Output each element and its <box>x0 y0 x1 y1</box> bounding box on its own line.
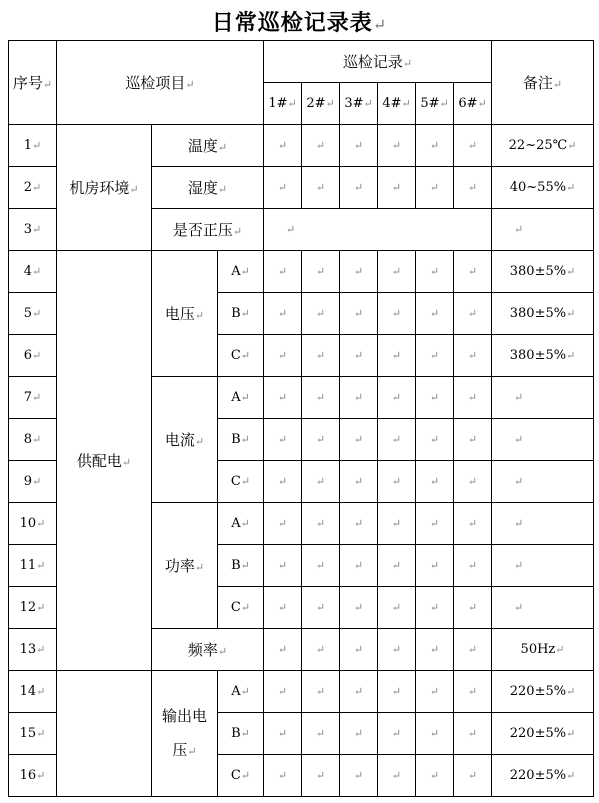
record-cell[interactable]: ↵ <box>302 755 340 797</box>
record-cell[interactable]: ↵ <box>264 503 302 545</box>
row-seq: 2↵ <box>9 167 57 209</box>
slot-header: 5#↵ <box>416 83 454 125</box>
header-remark: 备注↵ <box>492 41 594 125</box>
record-cell[interactable]: ↵ <box>302 377 340 419</box>
record-cell[interactable]: ↵ <box>302 545 340 587</box>
record-cell[interactable]: ↵ <box>264 377 302 419</box>
phase-label: C↵ <box>218 461 264 503</box>
phase-label: A↵ <box>218 251 264 293</box>
group-room: 机房环境↵ <box>57 125 152 251</box>
record-cell[interactable]: ↵ <box>340 503 378 545</box>
record-cell[interactable]: ↵ <box>416 755 454 797</box>
record-cell[interactable]: ↵ <box>454 167 492 209</box>
row-seq: 5↵ <box>9 293 57 335</box>
record-cell[interactable]: ↵ <box>264 167 302 209</box>
record-cell[interactable]: ↵ <box>302 629 340 671</box>
record-cell[interactable]: ↵ <box>378 755 416 797</box>
record-cell[interactable]: ↵ <box>378 671 416 713</box>
record-cell[interactable]: ↵ <box>302 293 340 335</box>
record-cell[interactable]: ↵ <box>416 293 454 335</box>
record-cell[interactable]: ↵ <box>264 293 302 335</box>
record-cell[interactable]: ↵ <box>454 125 492 167</box>
record-cell[interactable]: ↵ <box>302 251 340 293</box>
row-seq: 6↵ <box>9 335 57 377</box>
group-blank <box>57 671 152 797</box>
subgroup-voltage: 电压↵ <box>152 251 218 377</box>
phase-label: A↵ <box>218 377 264 419</box>
record-cell[interactable]: ↵ <box>454 293 492 335</box>
inspection-table <box>8 40 594 797</box>
remark-cell: 220±5%↵ <box>492 671 594 713</box>
record-cell[interactable]: ↵ <box>340 671 378 713</box>
record-cell[interactable]: ↵ <box>454 503 492 545</box>
record-cell[interactable]: ↵ <box>454 671 492 713</box>
record-cell[interactable]: ↵ <box>264 461 302 503</box>
record-cell[interactable]: ↵ <box>378 461 416 503</box>
phase-label: A↵ <box>218 503 264 545</box>
phase-label: B↵ <box>218 419 264 461</box>
page-title <box>0 6 599 37</box>
row-seq: 16↵ <box>9 755 57 797</box>
phase-label: C↵ <box>218 335 264 377</box>
record-cell[interactable]: ↵ <box>264 251 302 293</box>
record-cell[interactable]: ↵ <box>416 167 454 209</box>
record-cell[interactable]: ↵ <box>340 125 378 167</box>
record-cell[interactable]: ↵ <box>416 713 454 755</box>
record-cell[interactable]: ↵ <box>416 587 454 629</box>
record-cell[interactable]: ↵ <box>340 293 378 335</box>
record-cell[interactable]: ↵ <box>264 671 302 713</box>
record-cell[interactable]: ↵ <box>378 293 416 335</box>
record-cell[interactable]: ↵ <box>378 503 416 545</box>
record-cell[interactable]: ↵ <box>454 755 492 797</box>
slot-header: 1#↵ <box>264 83 302 125</box>
record-cell[interactable]: ↵ <box>416 503 454 545</box>
record-cell[interactable]: ↵ <box>416 461 454 503</box>
remark-cell: ↵ <box>492 209 594 251</box>
record-cell[interactable]: ↵ <box>378 587 416 629</box>
subgroup-power: 功率↵ <box>152 503 218 629</box>
record-cell[interactable]: ↵ <box>302 503 340 545</box>
record-cell[interactable]: ↵ <box>340 545 378 587</box>
subgroup-current: 电流↵ <box>152 377 218 503</box>
header-seq: 序号↵ <box>9 41 57 125</box>
record-cell[interactable]: ↵ <box>378 251 416 293</box>
record-cell[interactable]: ↵ <box>302 587 340 629</box>
record-cell[interactable]: ↵ <box>302 713 340 755</box>
row-seq: 15↵ <box>9 713 57 755</box>
remark-cell: ↵ <box>492 419 594 461</box>
remark-cell: 380±5%↵ <box>492 293 594 335</box>
record-cell[interactable]: ↵ <box>340 713 378 755</box>
remark-cell: 380±5%↵ <box>492 251 594 293</box>
record-cell[interactable]: ↵ <box>264 125 302 167</box>
record-cell[interactable]: ↵ <box>454 713 492 755</box>
record-cell[interactable]: ↵ <box>378 713 416 755</box>
row-seq: 9↵ <box>9 461 57 503</box>
record-cell[interactable]: ↵ <box>416 125 454 167</box>
group-power: 供配电↵ <box>57 251 152 671</box>
item-frequency: 频率↵ <box>152 629 264 671</box>
phase-label: C↵ <box>218 755 264 797</box>
remark-cell: ↵ <box>492 377 594 419</box>
record-cell[interactable]: ↵ <box>416 545 454 587</box>
record-cell[interactable]: ↵ <box>454 629 492 671</box>
record-cell[interactable]: ↵ <box>416 335 454 377</box>
record-cell[interactable]: ↵ <box>454 377 492 419</box>
row-seq: 11↵ <box>9 545 57 587</box>
record-cell[interactable]: ↵ <box>302 167 340 209</box>
record-cell[interactable]: ↵ <box>302 671 340 713</box>
slot-header: 6#↵ <box>454 83 492 125</box>
row-seq: 10↵ <box>9 503 57 545</box>
record-cell-merged[interactable]: ↵ <box>264 209 492 251</box>
record-cell[interactable]: ↵ <box>302 335 340 377</box>
row-seq: 8↵ <box>9 419 57 461</box>
item-label: 温度↵ <box>152 125 264 167</box>
slot-header: 3#↵ <box>340 83 378 125</box>
record-cell[interactable]: ↵ <box>264 629 302 671</box>
title-text: 日常巡检记录表 <box>211 10 373 36</box>
record-cell[interactable]: ↵ <box>340 461 378 503</box>
row-seq: 14↵ <box>9 671 57 713</box>
phase-label: B↵ <box>218 293 264 335</box>
remark-cell: 380±5%↵ <box>492 335 594 377</box>
header-record: 巡检记录↵ <box>264 41 492 83</box>
record-cell[interactable]: ↵ <box>416 671 454 713</box>
record-cell[interactable]: ↵ <box>454 461 492 503</box>
phase-label: A↵ <box>218 671 264 713</box>
record-cell[interactable]: ↵ <box>302 125 340 167</box>
record-cell[interactable]: ↵ <box>340 587 378 629</box>
row-seq: 1↵ <box>9 125 57 167</box>
record-cell[interactable]: ↵ <box>340 251 378 293</box>
record-cell[interactable]: ↵ <box>416 251 454 293</box>
record-cell[interactable]: ↵ <box>340 167 378 209</box>
record-cell[interactable]: ↵ <box>264 755 302 797</box>
record-cell[interactable]: ↵ <box>264 335 302 377</box>
phase-label: B↵ <box>218 545 264 587</box>
record-cell[interactable]: ↵ <box>264 419 302 461</box>
remark-cell: 40~55%↵ <box>492 167 594 209</box>
record-cell[interactable]: ↵ <box>340 335 378 377</box>
record-cell[interactable]: ↵ <box>340 419 378 461</box>
item-label: 是否正压↵ <box>152 209 264 251</box>
subgroup-output-voltage: 输出电 压↵ <box>152 671 218 797</box>
slot-header: 4#↵ <box>378 83 416 125</box>
record-cell[interactable]: ↵ <box>378 335 416 377</box>
record-cell[interactable]: ↵ <box>378 419 416 461</box>
record-cell[interactable]: ↵ <box>340 755 378 797</box>
record-cell[interactable]: ↵ <box>378 125 416 167</box>
record-cell[interactable]: ↵ <box>340 377 378 419</box>
record-cell[interactable]: ↵ <box>454 335 492 377</box>
record-cell[interactable]: ↵ <box>340 629 378 671</box>
phase-label: B↵ <box>218 713 264 755</box>
remark-cell: 50Hz↵ <box>492 629 594 671</box>
paragraph-mark-icon: ↵ <box>372 15 388 34</box>
row-seq: 13↵ <box>9 629 57 671</box>
remark-cell: ↵ <box>492 461 594 503</box>
remark-cell: ↵ <box>492 587 594 629</box>
record-cell[interactable]: ↵ <box>264 587 302 629</box>
record-cell[interactable]: ↵ <box>416 629 454 671</box>
record-cell[interactable]: ↵ <box>454 419 492 461</box>
row-seq: 7↵ <box>9 377 57 419</box>
remark-cell: 220±5%↵ <box>492 755 594 797</box>
row-seq: 3↵ <box>9 209 57 251</box>
record-cell[interactable]: ↵ <box>416 377 454 419</box>
row-seq: 4↵ <box>9 251 57 293</box>
record-cell[interactable]: ↵ <box>302 419 340 461</box>
record-cell[interactable]: ↵ <box>454 251 492 293</box>
row-seq: 12↵ <box>9 587 57 629</box>
record-cell[interactable]: ↵ <box>454 545 492 587</box>
record-cell[interactable]: ↵ <box>302 461 340 503</box>
record-cell[interactable]: ↵ <box>416 419 454 461</box>
record-cell[interactable]: ↵ <box>454 587 492 629</box>
remark-cell: 22~25℃↵ <box>492 125 594 167</box>
remark-cell: ↵ <box>492 545 594 587</box>
record-cell[interactable]: ↵ <box>378 629 416 671</box>
item-label: 湿度↵ <box>152 167 264 209</box>
record-cell[interactable]: ↵ <box>264 545 302 587</box>
record-cell[interactable]: ↵ <box>378 545 416 587</box>
phase-label: C↵ <box>218 587 264 629</box>
header-item: 巡检项目↵ <box>57 41 264 125</box>
slot-header: 2#↵ <box>302 83 340 125</box>
record-cell[interactable]: ↵ <box>378 167 416 209</box>
record-cell[interactable]: ↵ <box>264 713 302 755</box>
record-cell[interactable]: ↵ <box>378 377 416 419</box>
remark-cell: 220±5%↵ <box>492 713 594 755</box>
remark-cell: ↵ <box>492 503 594 545</box>
